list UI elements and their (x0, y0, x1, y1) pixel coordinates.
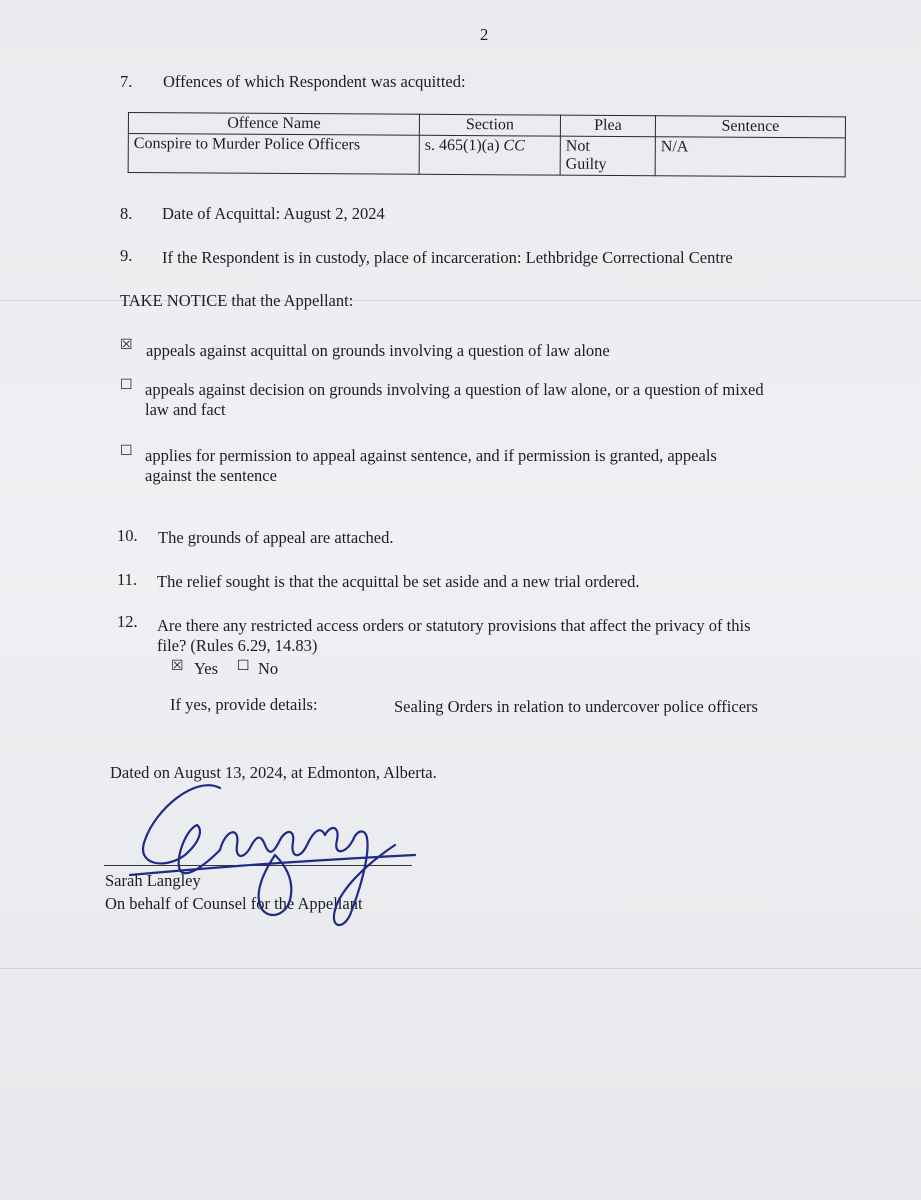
header-plea: Plea (560, 115, 655, 137)
item-8-number: 8. (120, 204, 133, 223)
take-notice-heading: TAKE NOTICE that the Appellant: (120, 291, 354, 310)
no-label: No (258, 659, 279, 678)
item-12-text-line2: file? (Rules 6.29, 14.83) (157, 636, 318, 655)
cell-sentence: N/A (655, 137, 845, 177)
section-text: s. 465(1)(a) (424, 136, 504, 155)
plea-line-2: Guilty (565, 155, 607, 173)
option-2-checkbox[interactable]: ☐ (120, 377, 133, 393)
details-label: If yes, provide details: (170, 695, 318, 714)
cell-plea (560, 136, 655, 176)
dated-line: Dated on August 13, 2024, at Edmonton, Alberta. (110, 763, 437, 782)
item-11-text: The relief sought is that the acquittal be set aside and a new trial ordered. (157, 572, 640, 591)
option-2-text-line2: law and fact (145, 400, 226, 419)
header-offence-name: Offence Name (128, 113, 419, 136)
cell-section (419, 135, 560, 175)
header-sentence: Sentence (655, 116, 845, 138)
details-text: Sealing Orders in relation to undercover police officers (394, 697, 758, 716)
table-row (128, 134, 845, 177)
option-3-text-line2: against the sentence (145, 466, 277, 485)
option-3-text: applies for permission to appeal against sentence, and if permission is granted, appeals (145, 446, 717, 465)
cell-offence: Conspire to Murder Police Officers (128, 134, 419, 175)
yes-label: Yes (194, 659, 219, 678)
signer-name: Sarah Langley (105, 871, 201, 890)
handwritten-signature (125, 770, 425, 935)
option-3-checkbox[interactable]: ☐ (120, 443, 133, 459)
header-section: Section (419, 114, 560, 136)
item-7-text: Offences of which Respondent was acquitted: (163, 72, 466, 91)
paper-fold-line (0, 968, 921, 969)
page-number: 2 (480, 25, 489, 44)
section-code: CC (503, 137, 525, 155)
item-11-number: 11. (117, 570, 138, 589)
option-1-text: appeals against acquittal on grounds involving a question of law alone (146, 341, 610, 360)
item-12-text: Are there any restricted access orders or statutory provisions that affect the privacy of this (157, 616, 751, 635)
option-1-checkbox-checked[interactable]: ☒ (120, 337, 133, 353)
acquitted-offences-table (128, 112, 846, 177)
signer-role: On behalf of Counsel for the Appellant (105, 894, 363, 913)
item-10-text: The grounds of appeal are attached. (158, 528, 394, 547)
plea-line-1: Not (565, 137, 590, 155)
item-7-number: 7. (120, 72, 133, 91)
yes-checkbox-checked[interactable]: ☒ (171, 658, 184, 674)
no-checkbox[interactable]: ☐ (237, 658, 250, 674)
item-9-text: If the Respondent is in custody, place of incarceration: Lethbridge Correctional Centre (162, 248, 733, 267)
option-2-text: appeals against decision on grounds involving a question of law alone, or a question of mixed (145, 380, 764, 399)
item-12-number: 12. (117, 612, 138, 631)
item-10-number: 10. (117, 526, 138, 545)
item-9-number: 9. (120, 246, 133, 265)
item-8-text: Date of Acquittal: August 2, 2024 (162, 204, 385, 223)
